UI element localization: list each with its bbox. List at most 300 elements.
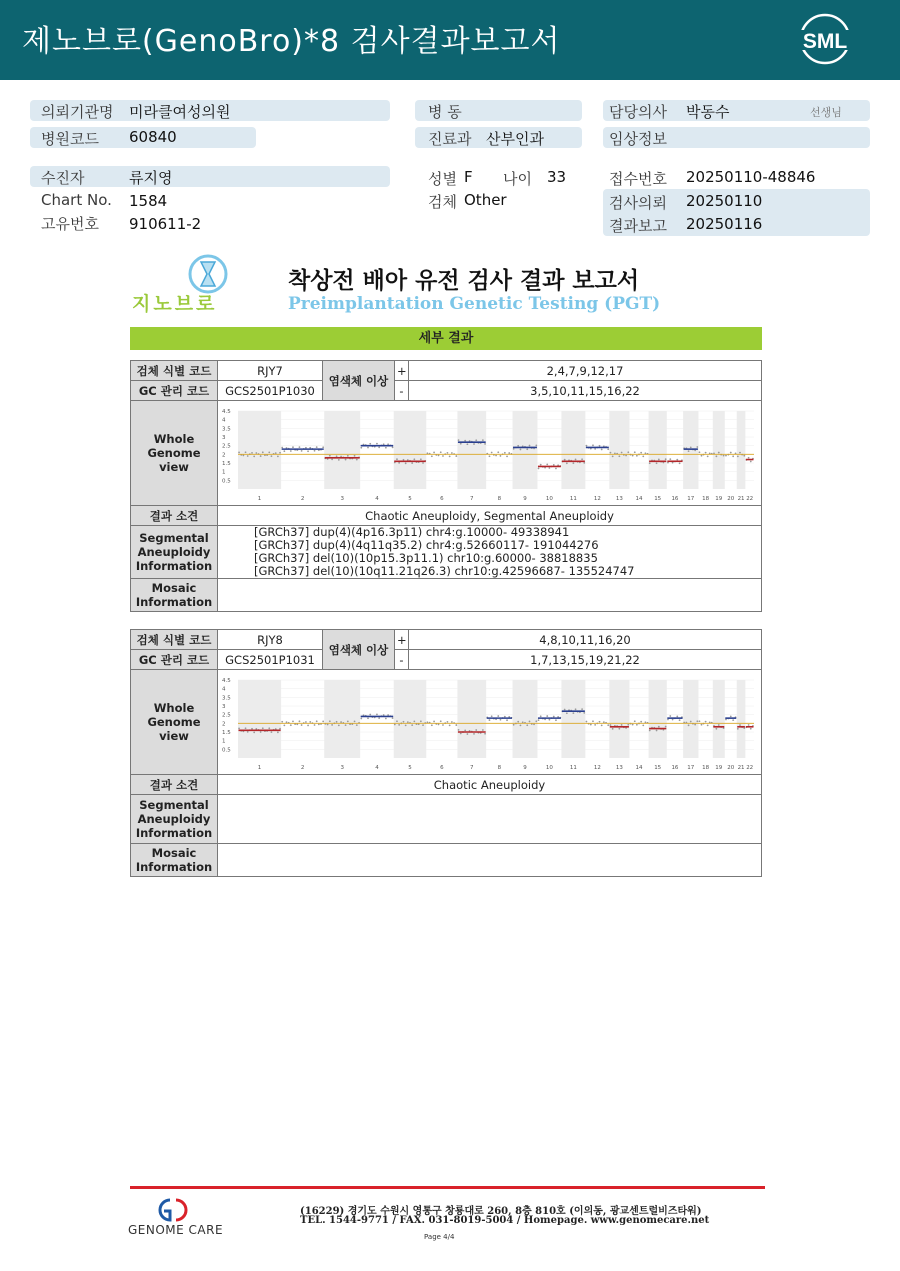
x-tick-label: 11 [569, 496, 577, 502]
x-tick-label: 22 [746, 765, 754, 771]
patient-label: 수진자 [41, 169, 85, 187]
data-point [354, 455, 356, 457]
data-point [715, 455, 717, 457]
specimen-code-header: 검체 식별 코드 [131, 361, 218, 381]
x-tick-label: 8 [497, 496, 502, 502]
y-tick-label: 2.5 [222, 712, 231, 719]
x-tick-label: 18 [702, 496, 710, 502]
segmental-line: Segmental [139, 531, 209, 545]
data-point [251, 452, 253, 454]
data-point [354, 720, 356, 722]
data-point [392, 446, 394, 448]
sml-logo [790, 12, 860, 66]
data-point [656, 730, 658, 732]
data-point [513, 448, 515, 450]
sample-table-1 [130, 360, 762, 612]
data-point [316, 720, 318, 722]
data-point [538, 468, 540, 470]
data-point [484, 733, 486, 735]
data-point [413, 720, 415, 722]
data-point [255, 452, 257, 454]
data-point [367, 447, 369, 449]
footer-divider [130, 1186, 765, 1189]
data-point [718, 452, 720, 454]
data-point [529, 445, 531, 447]
x-tick-label: 19 [715, 496, 723, 502]
page-number: Page 4/4 [424, 1233, 455, 1241]
data-point [451, 452, 453, 454]
data-point [305, 721, 307, 723]
data-point [748, 457, 750, 459]
data-point [290, 450, 292, 452]
data-point [715, 728, 717, 730]
chromosome-band [609, 411, 629, 489]
data-point [625, 455, 627, 457]
data-point [431, 455, 433, 457]
data-point [632, 724, 634, 726]
data-point [442, 455, 444, 457]
data-point [455, 455, 457, 457]
data-point [508, 452, 510, 454]
x-tick-label: 7 [470, 496, 474, 502]
data-point [460, 733, 462, 735]
data-point [581, 708, 583, 710]
data-point [449, 725, 451, 727]
whole-genome-cell [218, 401, 762, 506]
data-point [679, 719, 681, 721]
data-point [705, 721, 707, 723]
data-point [314, 724, 316, 726]
data-point [464, 440, 466, 442]
data-point [482, 439, 484, 441]
data-point [427, 721, 429, 723]
age-value: 33 [547, 168, 567, 186]
data-point [690, 721, 692, 723]
whole-genome-cell [218, 670, 762, 775]
segmental-info [218, 526, 762, 579]
whole-genome-line: Whole [153, 432, 195, 446]
data-point [466, 443, 468, 445]
data-point [438, 724, 440, 726]
data-point [572, 712, 574, 714]
data-point [411, 462, 413, 464]
data-point [601, 724, 603, 726]
data-point [500, 455, 502, 457]
data-point [301, 450, 303, 452]
genome-view-chart [220, 672, 758, 772]
data-point [658, 726, 660, 728]
data-point [253, 731, 255, 733]
data-point [748, 724, 750, 726]
data-point [696, 446, 698, 448]
data-point [403, 459, 405, 461]
doctor-value: 박동수 [686, 103, 730, 121]
x-tick-label: 16 [671, 765, 679, 771]
specimen-value: Other [464, 191, 507, 209]
data-point [618, 728, 620, 730]
result-header: 결과 소견 [131, 506, 218, 526]
data-point [301, 724, 303, 726]
data-point [634, 451, 636, 453]
y-tick-label: 0.5 [222, 747, 231, 754]
x-tick-label: 7 [470, 765, 474, 771]
x-tick-label: 20 [727, 765, 735, 771]
data-point [690, 446, 692, 448]
data-point [376, 443, 378, 445]
data-point [497, 451, 499, 453]
data-point [290, 724, 292, 726]
data-point [743, 455, 745, 457]
segmental-entry: [GRCh37] dup(4)(4q11q35.2) chr4:g.52660117- 191044276 [254, 538, 599, 552]
dept-value: 산부인과 [486, 130, 544, 148]
x-tick-label: 5 [408, 496, 412, 502]
chart-no-label: Chart No. [41, 191, 112, 209]
chromosome-band [683, 411, 698, 489]
institution-value: 미라클여성의원 [129, 103, 231, 121]
x-tick-label: 22 [746, 496, 754, 502]
data-point [732, 719, 734, 721]
chromosome-band [513, 411, 538, 489]
dept-label: 진료과 [428, 130, 472, 148]
chromosome-band [713, 411, 725, 489]
data-point [449, 456, 451, 458]
data-point [737, 728, 739, 730]
x-tick-label: 13 [615, 765, 623, 771]
x-tick-label: 9 [523, 496, 527, 502]
data-point [316, 446, 318, 448]
mosaic-value [218, 844, 762, 877]
data-point [549, 467, 551, 469]
data-point [566, 712, 568, 714]
data-point [405, 725, 407, 727]
chromosome-band [609, 680, 629, 758]
data-point [701, 455, 703, 457]
chromosome-band [238, 680, 281, 758]
y-tick-label: 4.5 [222, 678, 231, 684]
data-point [594, 448, 596, 450]
y-tick-label: 2.5 [222, 443, 231, 450]
chart-no-value: 1584 [129, 192, 168, 210]
y-tick-label: 1.5 [222, 461, 231, 467]
data-point [575, 708, 577, 710]
data-point [271, 731, 273, 733]
data-point [281, 447, 283, 449]
x-tick-label: 9 [523, 765, 527, 771]
data-point [592, 720, 594, 722]
data-point [549, 719, 551, 721]
institution-label: 의뢰기관명 [41, 103, 114, 121]
data-point [356, 724, 358, 726]
data-point [649, 462, 651, 464]
data-point [566, 462, 568, 464]
minus-chromosomes: 3,5,10,11,15,16,22 [409, 381, 762, 401]
data-point [238, 452, 240, 454]
data-point [331, 724, 333, 726]
data-point [750, 461, 752, 463]
data-point [394, 724, 396, 726]
plus-chromosomes: 2,4,7,9,12,17 [409, 361, 762, 381]
data-point [594, 724, 596, 726]
data-point [260, 731, 262, 733]
data-point [546, 715, 548, 717]
chromosome-band [649, 680, 667, 758]
data-point [636, 724, 638, 726]
data-point [345, 459, 347, 461]
data-point [645, 721, 647, 723]
x-tick-label: 18 [702, 765, 710, 771]
x-tick-label: 2 [300, 496, 305, 502]
x-tick-label: 20 [727, 496, 735, 502]
minus-chromosomes: 1,7,13,15,19,21,22 [409, 650, 762, 670]
data-point [546, 464, 548, 466]
minus-sign: - [395, 650, 409, 670]
specimen-code-value: RJY7 [218, 361, 323, 381]
segmental-entry: [GRCh37] del(10)(10q11.21q26.3) chr10:g.42596687- 135524747 [254, 564, 635, 578]
data-point [376, 713, 378, 715]
data-point [603, 721, 605, 723]
data-point [694, 724, 696, 726]
data-point [464, 730, 466, 732]
data-point [504, 452, 506, 454]
x-tick-label: 6 [440, 765, 444, 771]
data-point [242, 455, 244, 457]
data-point [564, 459, 566, 461]
data-point [718, 724, 720, 726]
data-point [277, 731, 279, 733]
data-point [413, 458, 415, 460]
y-tick-label: 2 [222, 452, 226, 459]
x-tick-label: 3 [340, 496, 344, 502]
data-point [369, 714, 371, 716]
data-point [378, 717, 380, 719]
document-title: 제노브로(GenoBro)*8 검사결과보고서 [22, 24, 561, 59]
y-tick-label: 3 [222, 704, 226, 710]
doctor-suffix: 선생님 [810, 106, 842, 119]
data-point [327, 724, 329, 726]
data-point [732, 455, 734, 457]
chromosome-band [683, 680, 698, 758]
data-point [610, 452, 612, 454]
sex-value: F [464, 168, 473, 186]
result-value: Chaotic Aneuploidy, Segmental Aneuploidy [218, 506, 762, 526]
data-point [649, 730, 651, 732]
data-point [669, 715, 671, 717]
data-point [676, 716, 678, 718]
data-point [466, 733, 468, 735]
x-tick-label: 6 [440, 496, 444, 502]
data-point [555, 468, 557, 470]
x-tick-label: 13 [615, 496, 623, 502]
section-header: 세부 결과 [130, 327, 762, 350]
data-point [612, 455, 614, 457]
data-point [504, 716, 506, 718]
genome-view-chart [220, 403, 758, 503]
data-point [707, 724, 709, 726]
whole-genome-header [131, 401, 218, 506]
y-tick-label: 1 [222, 469, 226, 476]
report-subtitle: Preimplantation Genetic Testing (PGT) [288, 294, 661, 314]
segmental-line: Information [135, 826, 213, 840]
data-point [526, 724, 528, 726]
data-point [247, 455, 249, 457]
y-tick-label: 4 [222, 686, 226, 693]
data-point [440, 451, 442, 453]
data-point [420, 458, 422, 460]
data-point [338, 459, 340, 461]
y-tick-label: 1 [222, 738, 226, 745]
sml-logo-text: SML [802, 30, 848, 53]
result-header: 결과 소견 [131, 775, 218, 795]
data-point [495, 455, 497, 457]
data-point [309, 721, 311, 723]
data-point [420, 720, 422, 722]
receipt-label: 접수번호 [609, 170, 667, 188]
mosaic-line: Mosaic [151, 581, 197, 595]
y-tick-label: 1.5 [222, 730, 231, 736]
data-point [489, 455, 491, 457]
whole-genome-line: Whole [153, 701, 195, 715]
data-point [314, 450, 316, 452]
y-tick-label: 2 [222, 721, 226, 728]
data-point [442, 724, 444, 726]
footer-contact: TEL. 1544-9771 / FAX. 031-8019-5004 / Homepage. www.genomecare.net [300, 1215, 710, 1226]
x-tick-label: 15 [654, 765, 662, 771]
chromosome-band [324, 680, 360, 758]
data-point [322, 721, 324, 723]
x-tick-label: 10 [545, 765, 553, 771]
data-point [427, 452, 429, 454]
data-point [701, 724, 703, 726]
chromosome-band [238, 411, 281, 489]
segmental-line: Aneuploidy [137, 545, 211, 559]
data-point [737, 455, 739, 457]
data-point [517, 721, 519, 723]
data-point [260, 455, 262, 457]
data-point [634, 720, 636, 722]
hospital-code-label: 병원코드 [41, 130, 99, 148]
data-point [665, 726, 667, 728]
data-point [283, 450, 285, 452]
data-point [642, 724, 644, 726]
genobro-logo-text: 지노브로 [132, 293, 218, 315]
mosaic-line: Information [135, 595, 213, 609]
data-point [455, 724, 457, 726]
data-point [238, 727, 240, 729]
whole-genome-line: Genome [147, 715, 201, 729]
data-point [707, 455, 709, 457]
whole-genome-line: view [159, 460, 189, 474]
data-point [621, 452, 623, 454]
data-point [540, 464, 542, 466]
request-value: 20250110 [686, 192, 763, 210]
data-point [513, 724, 515, 726]
data-point [665, 458, 667, 460]
data-point [281, 721, 283, 723]
data-point [640, 721, 642, 723]
clinical-label: 임상정보 [609, 130, 667, 148]
data-point [345, 724, 347, 726]
data-point [500, 719, 502, 721]
data-point [253, 456, 255, 458]
data-point [268, 727, 270, 729]
report-date-label: 결과보고 [609, 217, 667, 235]
data-point [581, 458, 583, 460]
x-tick-label: 15 [654, 496, 662, 502]
data-point [645, 452, 647, 454]
data-point [398, 724, 400, 726]
data-point [627, 451, 629, 453]
chromosome-band [324, 411, 360, 489]
segmental-line: Aneuploidy [137, 812, 211, 826]
data-point [431, 724, 433, 726]
data-point [268, 451, 270, 453]
chromosome-band [513, 680, 538, 758]
x-tick-label: 4 [375, 765, 379, 771]
abnormality-header: 염색체 이상 [323, 361, 395, 401]
data-point [473, 733, 475, 735]
unique-id-value: 910611-2 [129, 215, 202, 233]
result-value: Chaotic Aneuploidy [218, 775, 762, 795]
data-point [640, 452, 642, 454]
data-point [517, 445, 519, 447]
data-point [656, 462, 658, 464]
x-tick-label: 17 [687, 496, 695, 502]
segmental-header [131, 795, 218, 844]
data-point [739, 452, 741, 454]
x-tick-label: 12 [593, 765, 601, 771]
chromosome-band [649, 411, 667, 489]
specimen-label: 검체 [428, 193, 457, 211]
data-point [422, 724, 424, 726]
data-point [422, 462, 424, 464]
sex-label: 성별 [428, 170, 457, 188]
data-point [245, 451, 247, 453]
data-point [360, 447, 362, 449]
plus-chromosomes: 4,8,10,11,16,20 [409, 630, 762, 650]
data-point [592, 444, 594, 446]
receipt-value: 20250110-48846 [686, 168, 816, 186]
x-tick-label: 3 [340, 765, 344, 771]
data-point [440, 720, 442, 722]
data-point [750, 728, 752, 730]
data-point [447, 452, 449, 454]
data-point [484, 443, 486, 445]
gc-code-header: GC 관리 코드 [131, 650, 218, 670]
x-tick-label: 12 [593, 496, 601, 502]
y-tick-label: 0.5 [222, 478, 231, 485]
data-point [458, 439, 460, 441]
data-point [475, 439, 477, 441]
x-tick-label: 17 [687, 765, 695, 771]
data-point [553, 464, 555, 466]
whole-genome-header [131, 670, 218, 775]
data-point [275, 452, 277, 454]
data-point [403, 721, 405, 723]
data-point [586, 445, 588, 447]
y-tick-label: 3 [222, 435, 226, 441]
data-point [279, 452, 281, 454]
data-point [336, 721, 338, 723]
data-point [607, 448, 609, 450]
chromosome-band [457, 411, 486, 489]
minus-sign: - [395, 381, 409, 401]
data-point [318, 723, 320, 725]
chromosome-band [737, 680, 746, 758]
data-point [583, 462, 585, 464]
mosaic-header [131, 579, 218, 612]
genome-care-name: GENOME CARE [128, 1223, 224, 1237]
data-point [497, 715, 499, 717]
